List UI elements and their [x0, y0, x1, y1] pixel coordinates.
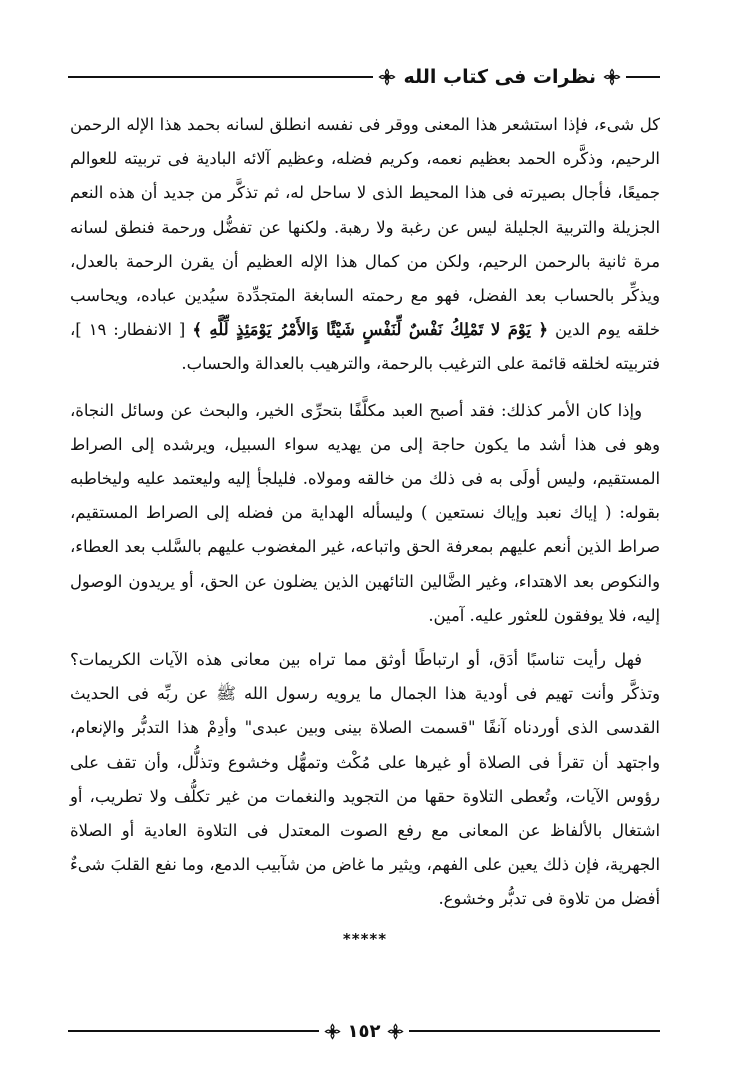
verse-reference: [ الانفطار: ١٩ ]، فتربيته لخلقه قائمة على الترغيب بالرحمة، والترهيب بالعدالة والحساب.	[70, 320, 660, 374]
quran-verse: ﴿ يَوْمَ لا تَمْلِكُ نَفْسٌ لِّنَفْسٍ شَيْئًا وَالأَمْرُ يَوْمَئِذٍ لِّلَّهِ ﴾	[192, 320, 548, 340]
footer-rule-right	[409, 1030, 660, 1032]
paragraph-text: فهل رأيت تناسبًا أدَق، أو ارتباطًا أوثق مما تراه بين معانى هذه الآيات الكريمات؟ وتذكَّر وأنت تهيم فى أودية هذا الجمال ما يرويه رسول الله ﷺ عن ربِّه فى الحديث القدسى الذى أوردناه آنفًا "قسمت الصلاة بينى وبين عبدى" وأدِمْ هذا التدبُّر والإنعام، واجتهد أن تقرأ فى الصلاة أو غيرها على مُكْث وتمهُّل وخشوع وتذلُّل، وأن تقف على رؤوس الآيات، وتُعطى التلاوة حقها من التجويد والنغمات من غير تكلُّف ولا تطريب، أو اشتغال بالألفاظ عن المعانى مع رفع الصوت المعتدل فى التلاوة العادية أو الصلاة الجهرية، فإن ذلك يعين على الفهم، ويثير ما غاض من شآبيب الدمع، وما نفع القلبَ شىءٌ أفضل من تلاوة فى تدبُّر وخشوع.	[70, 650, 660, 909]
floral-ornament-icon	[324, 1023, 341, 1040]
header-title: نظرات فى كتاب الله	[403, 66, 596, 88]
floral-ornament-icon	[378, 68, 396, 86]
paragraph-text: كل شىء، فإذا استشعر هذا المعنى ووقر فى نفسه انطلق لسانه بحمد هذا الإله الرحمن الرحيم، وذكَّره الحمد بعظيم نعمه، وكريم فضله، وعظيم آلائه البادية فى تربيته للعوالم جميعًا، فأجال بصيرته فى هذا المحيط الذى لا ساحل له، ثم تذكَّر من جديد أن هذه النعم الجزيلة والتربية الجليلة ليس عن رغبة ولا رهبة. ولكنها عن تفضُّل ورحمة فنطق لسانه مرة ثانية بالرحمن الرحيم، ولكن من كمال هذا الإله العظيم أن يقرن الرحمة بالعدل، ويذكِّر بالحساب بعد الفضل، فهو مع رحمته السابغة المتجدِّدة سيُدين عباده، ويحاسب خلقه يوم الدين	[70, 115, 660, 340]
floral-ornament-icon	[603, 68, 621, 86]
page-footer	[68, 1018, 660, 1044]
paragraph	[70, 108, 660, 382]
header-rule-left	[68, 76, 373, 78]
paragraph	[70, 643, 660, 917]
body-text	[70, 108, 660, 927]
footer-rule-left	[68, 1030, 319, 1032]
running-header	[68, 62, 660, 92]
header-rule-right	[626, 76, 660, 78]
paragraph	[70, 394, 660, 633]
paragraph-text: وإذا كان الأمر كذلك: فقد أصبح العبد مكلَّفًا بتحرِّى الخير، والبحث عن وسائل النجاة، وهو فى هذا أشد ما يكون حاجة إلى من يهديه سواء السبيل، ويرشده إلى الصراط المستقيم، وليس أولَى به فى ذلك من خالقه ومولاه. فليلجأ إليه وليعتمد عليه وليخاطبه بقوله: ( إياك نعبد وإياك نستعين ) وليسأله الهداية من فضله إلى الصراط المستقيم، صراط الذين أنعم عليهم بمعرفة الحق واتباعه، غير المغضوب عليهم بالسَّلب بعد العطاء، والنكوص بعد الاهتداء، وغير الضَّالين التائهين الذين يضلون عن الحق، أو يريدون الوصول إليه، فلا يوفقون للعثور عليه. آمين.	[70, 400, 660, 625]
section-separator: *****	[342, 930, 388, 948]
floral-ornament-icon	[387, 1023, 404, 1040]
page-number: ١٥٢	[347, 1020, 381, 1042]
